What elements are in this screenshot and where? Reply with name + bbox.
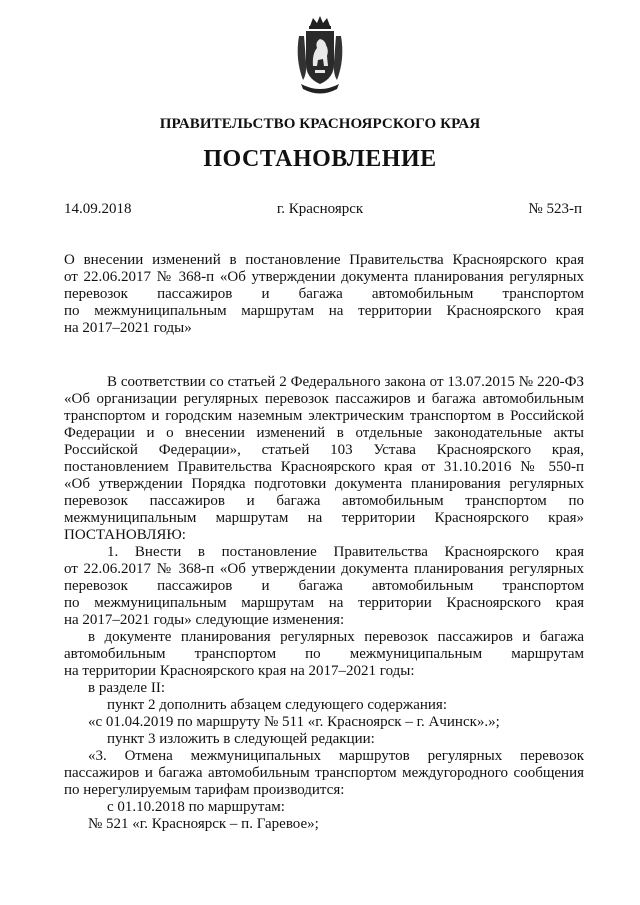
preamble-line: транспортом и городским наземным электрическим транспортом в Российской	[64, 408, 584, 424]
preamble-line: Федерации и о внесении изменений в отдельные законодательные акты	[64, 425, 584, 441]
subject-line: по межмуниципальным маршрутам на территории Красноярского края	[64, 303, 584, 319]
document-city: г. Красноярск	[276, 201, 364, 217]
item1-line: по межмуниципальным маршрутам на территории Красноярского края	[64, 595, 584, 611]
subject-line: О внесении изменений в постановление Правительства Красноярского края	[64, 252, 584, 268]
subject-block	[64, 252, 584, 337]
point2-line: пункт 2 дополнить абзацем следующего содержания:	[107, 697, 447, 713]
coat-of-arms-icon	[293, 14, 347, 94]
point3-text-line: по нерегулируемым тарифам производится:	[64, 782, 345, 798]
preamble-line: перевозок пассажиров и багажа автомобильным транспортом по	[64, 493, 584, 509]
preamble-line: межмуниципальным маршрутам на территории Красноярского края»	[64, 510, 584, 526]
point3-text-line: «3. Отмена межмуниципальных маршрутов регулярных перевозок	[88, 748, 584, 764]
doc-intro-line: на территории Красноярского края на 2017–2021 годы:	[64, 663, 415, 679]
decree-word: ПОСТАНОВЛЯЮ:	[64, 527, 186, 543]
preamble-line: В соответствии со статьей 2 Федерального закона от 13.07.2015 № 220-ФЗ	[107, 374, 584, 390]
preamble-line: «Об утверждении Порядка подготовки документа планирования регулярных	[64, 476, 584, 492]
document-title: ПОСТАНОВЛЕНИЕ	[203, 146, 437, 172]
section-line: в разделе II:	[88, 680, 165, 696]
preamble-line: Российской Федерации», статьей 103 Устава Красноярского края,	[64, 442, 584, 458]
subject-line: на 2017–2021 годы»	[64, 320, 192, 336]
item1-line: 1. Внести в постановление Правительства Красноярского края	[107, 544, 584, 560]
document-number: № 523-п	[528, 201, 582, 217]
item1-line: перевозок пассажиров и багажа автомобильным транспортом	[64, 578, 584, 594]
preamble-line: «Об организации регулярных перевозок пассажиров и багажа автомобильным	[64, 391, 584, 407]
route-line: № 521 «г. Красноярск – п. Гаревое»;	[88, 816, 319, 832]
point3-line: пункт 3 изложить в следующей редакции:	[107, 731, 375, 747]
point3-text-line: пассажиров и багажа автомобильным транспортом междугородного сообщения	[64, 765, 584, 781]
point2-text: «с 01.04.2019 по маршруту № 511 «г. Красноярск – г. Ачинск».»;	[88, 714, 500, 730]
item1-line: на 2017–2021 годы» следующие изменения:	[64, 612, 345, 628]
from-date-line: с 01.10.2018 по маршрутам:	[107, 799, 285, 815]
doc-intro-line: в документе планирования регулярных перевозок пассажиров и багажа	[88, 629, 584, 645]
subject-line: от 22.06.2017 № 368-п «Об утверждении документа планирования регулярных	[64, 269, 584, 285]
government-name: ПРАВИТЕЛЬСТВО КРАСНОЯРСКОГО КРАЯ	[159, 116, 481, 132]
preamble-line: постановлением Правительства Красноярского края от 31.10.2016 № 550-п	[64, 459, 584, 475]
document-date: 14.09.2018	[64, 201, 132, 217]
subject-line: перевозок пассажиров и багажа автомобильным транспортом	[64, 286, 584, 302]
item1-line: от 22.06.2017 № 368-п «Об утверждении документа планирования регулярных	[64, 561, 584, 577]
doc-intro-line: автомобильным транспортом по межмуниципальным маршрутам	[64, 646, 584, 662]
document-body	[64, 374, 584, 833]
